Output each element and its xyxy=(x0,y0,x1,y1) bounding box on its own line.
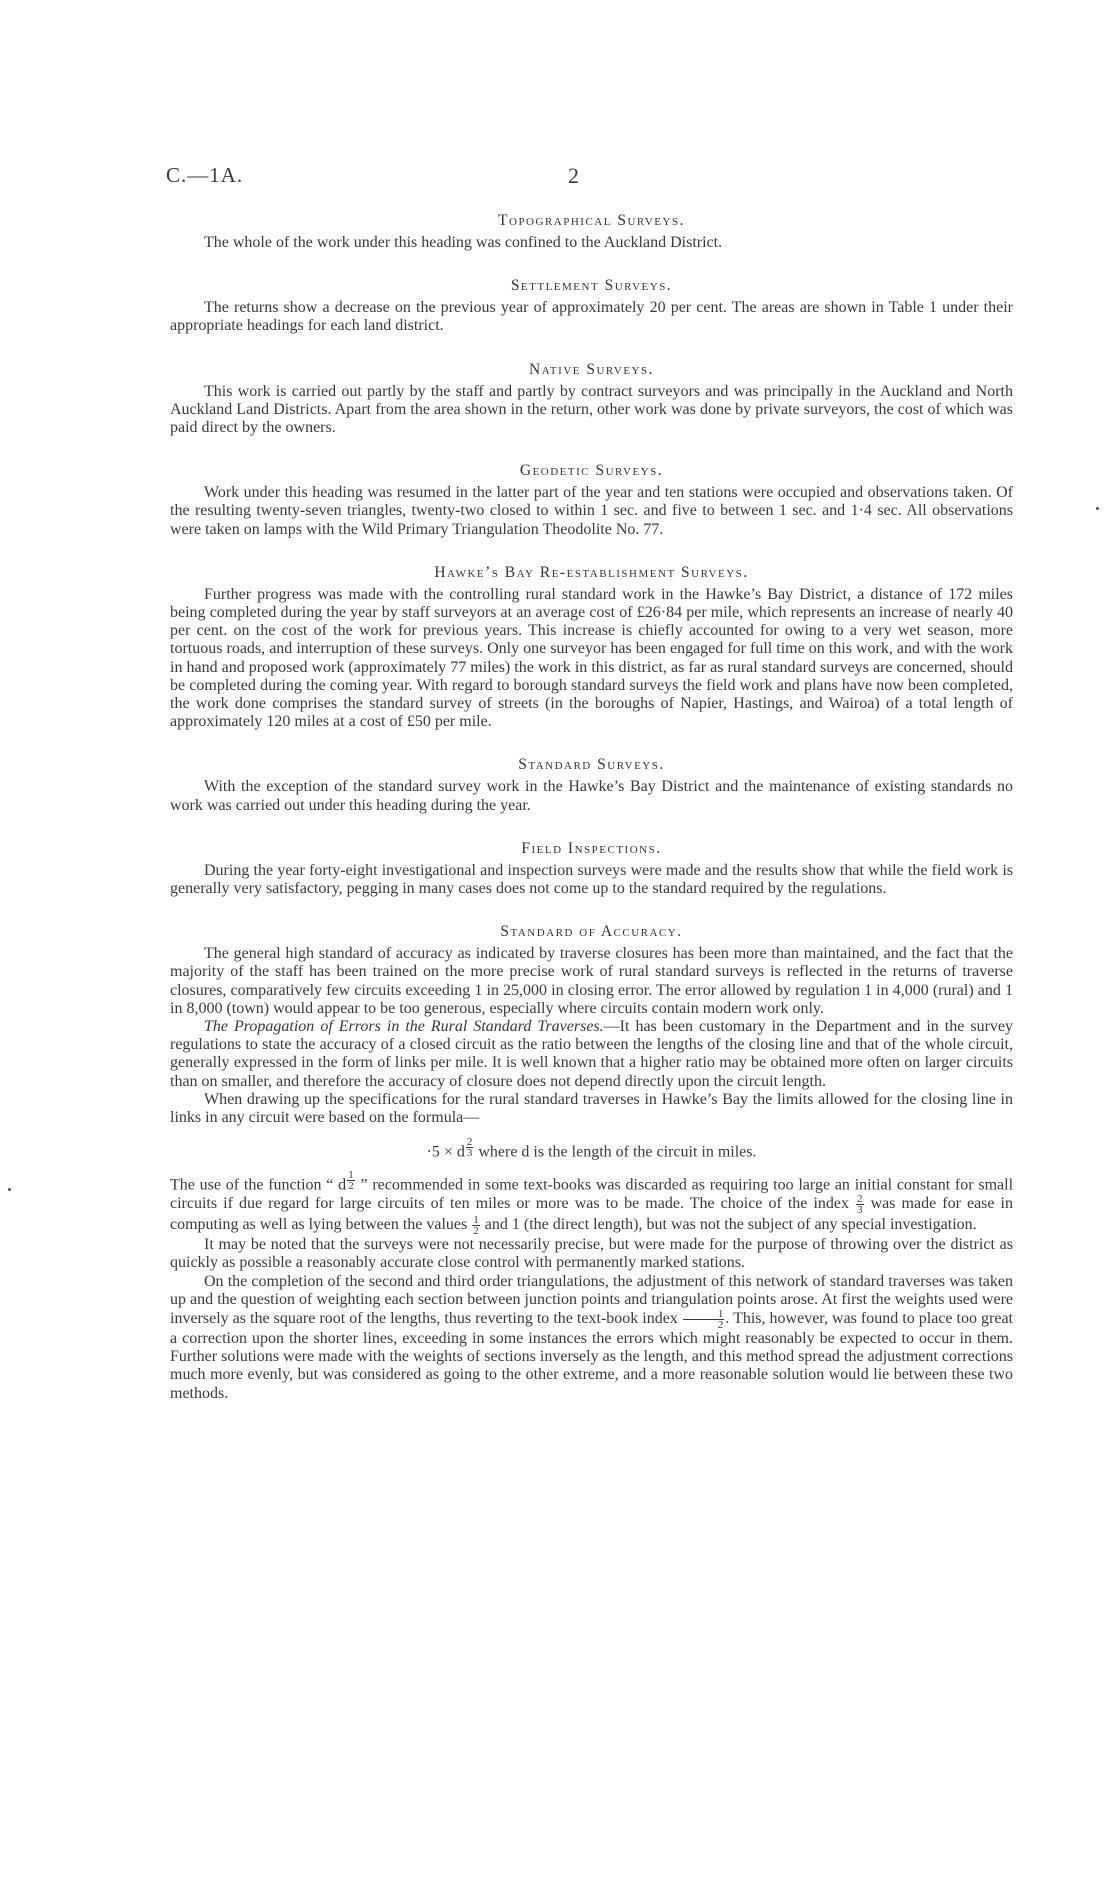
body-text xyxy=(170,212,1013,1403)
paragraph: When drawing up the specifications for the rural standard traverses in Hawke’s Bay the limits allowed for the closing line in links in any circuit were based on the formula— xyxy=(170,1090,1013,1127)
section-heading: Field Inspections. xyxy=(521,839,662,857)
section-native xyxy=(170,361,1013,438)
section-heading: Topographical Surveys. xyxy=(498,212,685,229)
paragraph: With the exception of the standard survey work in the Hawke’s Bay District and the maintenance of existing standards no work was carried out under this heading during the year. xyxy=(170,778,1013,814)
exponent-fraction: 1 2 xyxy=(348,1168,354,1192)
paragraph: The whole of the work under this heading was confined to the Auckland District. xyxy=(204,234,723,251)
section-settlement xyxy=(170,277,1013,335)
section-heading: Hawke’s Bay Re-establishment Surveys. xyxy=(434,563,749,581)
paragraph: The general high standard of accuracy as indicated by traverse closures has been more than maintained, and the fact that the majority of the staff has been trained on the more precise work of rural standard surveys is reflected in the returns of traverse closures, comparatively few circuits exceeding 1 in 25,000 in closing error. The error allowed by regulation 1 in 4,000 (rural) and 1 in 8,000 (town) would appear to be too generous, especially where circuits contain modern work only. xyxy=(170,945,1013,1017)
subheading-propagation: The Propagation of Errors in the Rural Standard Traverses. xyxy=(204,1018,604,1036)
section-heading: Geodetic Surveys. xyxy=(519,462,664,480)
index-fraction: $\frac{2}{3}$ xyxy=(857,1193,863,1217)
index-fraction: $\frac{1}{2}$ xyxy=(683,1309,725,1330)
margin-mark-left xyxy=(8,1188,11,1191)
section-geodetic xyxy=(170,462,1013,539)
page-number: 2 xyxy=(568,163,579,188)
section-accuracy xyxy=(170,923,1013,1403)
margin-mark-right xyxy=(1096,507,1099,510)
exponent-fraction: 2 3 xyxy=(466,1136,473,1160)
formula: ·5 × d $^{\frac{2}{3}}$ where d is the length of the circuit in miles. xyxy=(426,1136,757,1161)
paragraph: This work is carried out partly by the staff and partly by contract surveyors and was principally in the Auckland and North Auckland Land Districts. Apart from the area shown in the return, other work was done by private surveyors, the cost of which was paid direct by the owners. xyxy=(170,382,1013,437)
paragraph: It may be noted that the surveys were not necessarily precise, but were made for the purpose of throwing over the district as quickly as possible a reasonably accurate close control with permanently marked stations. xyxy=(170,1236,1013,1272)
value-fraction: $\frac{1}{2}$ xyxy=(473,1214,479,1238)
paragraph: The returns show a decrease on the previous year of approximately 20 per cent. The areas are shown in Table 1 under their appropriate headings for each land district. xyxy=(170,299,1013,335)
page-reference: C.—1A. xyxy=(166,163,244,187)
section-topographical xyxy=(170,212,1013,252)
section-heading: Native Surveys. xyxy=(529,360,654,378)
paragraph-propagation: The Propagation of Errors in the Rural Standard Traverses.—It has been customary in the Department and in the survey regulations to state the accuracy of a closed circuit as the ratio between the lengths of the closing line and that of the whole circuit, generally expressed in the form of links per mile. It is well known that a higher ratio may be obtained more often on larger circuits than on smaller, and therefore the accuracy of closure does not depend directly upon the circuit length. xyxy=(170,1018,1014,1090)
paragraph: Work under this heading was resumed in the latter part of the year and ten stations were occupied and observations taken. Of the resulting twenty-seven triangles, twenty-two closed to within 1 sec. and five to between 1 sec. and 1·4 sec. All observations were taken on lamps with the Wild Primary Triangulation Theodolite No. 77. xyxy=(170,484,1013,538)
section-heading: Standard Surveys. xyxy=(518,756,665,774)
paragraph: On the completion of the second and third order triangulations, the adjustment of this network of standard traverses was taken up and the question of weighting each section between junction points and triangulation points arose. At first the weights used were inversely as the square root of the lengths, thus reverting to the text-book index $\frac{1}{2}$ . This, however, was found to place too great a correction upon the shorter lines, exceeding in some instances the errors which might reasonably be expected to occur in them. Further solutions were made with the weights of sections inversely as the length, and this method spread the adjustment corrections much more evenly, but was considered as going to the other extreme, and a more reasonable solution would lie between these two methods. xyxy=(170,1272,1013,1402)
paragraph: The use of the function “ d $^{\frac{1}{2}}$ ” recommended in some text-books was discarded as requiring too large an initial constant for small circuits if due regard for large circuits of ten miles or more was to be made. The choice of the index $\frac{2}{3}$ was made for ease in computing as well as lying between the values $\frac{1}{2}$ and 1 (the direct length), but was not the subject of any special investigation. xyxy=(170,1168,1014,1238)
paragraph: Further progress was made with the controlling rural standard work in the Hawke’s Bay District, a distance of 172 miles being completed during the year by staff surveyors at an average cost of £26·84 per mile, which represents an increase of nearly 40 per cent. on the cost of the work for previous years. This increase is chiefly accounted for owing to a very wet season, more tortuous roads, and interruption of these surveys. Only one surveyor has been engaged for full time on this work, and with the work in hand and proposed work (approximately 77 miles) the work in this district, as far as rural standard surveys are concerned, should be completed during the coming year. With regard to borough standard surveys the field work and plans have now been completed, the work done comprises the standard survey of streets (in the boroughs of Napier, Hastings, and Wairoa) of a total length of approximately 120 miles at a cost of £50 per mile. xyxy=(170,585,1013,731)
section-heading: Settlement Surveys. xyxy=(510,277,673,295)
section-standard xyxy=(170,756,1013,814)
section-field-inspections xyxy=(170,840,1013,898)
section-heading: Standard of Accuracy. xyxy=(500,923,683,941)
section-hawkes-bay xyxy=(170,564,1013,732)
paragraph: During the year forty-eight investigational and inspection surveys were made and the results show that while the field work is generally very satisfactory, pegging in many cases does not come up to the standard required by the regulations. xyxy=(170,861,1013,898)
